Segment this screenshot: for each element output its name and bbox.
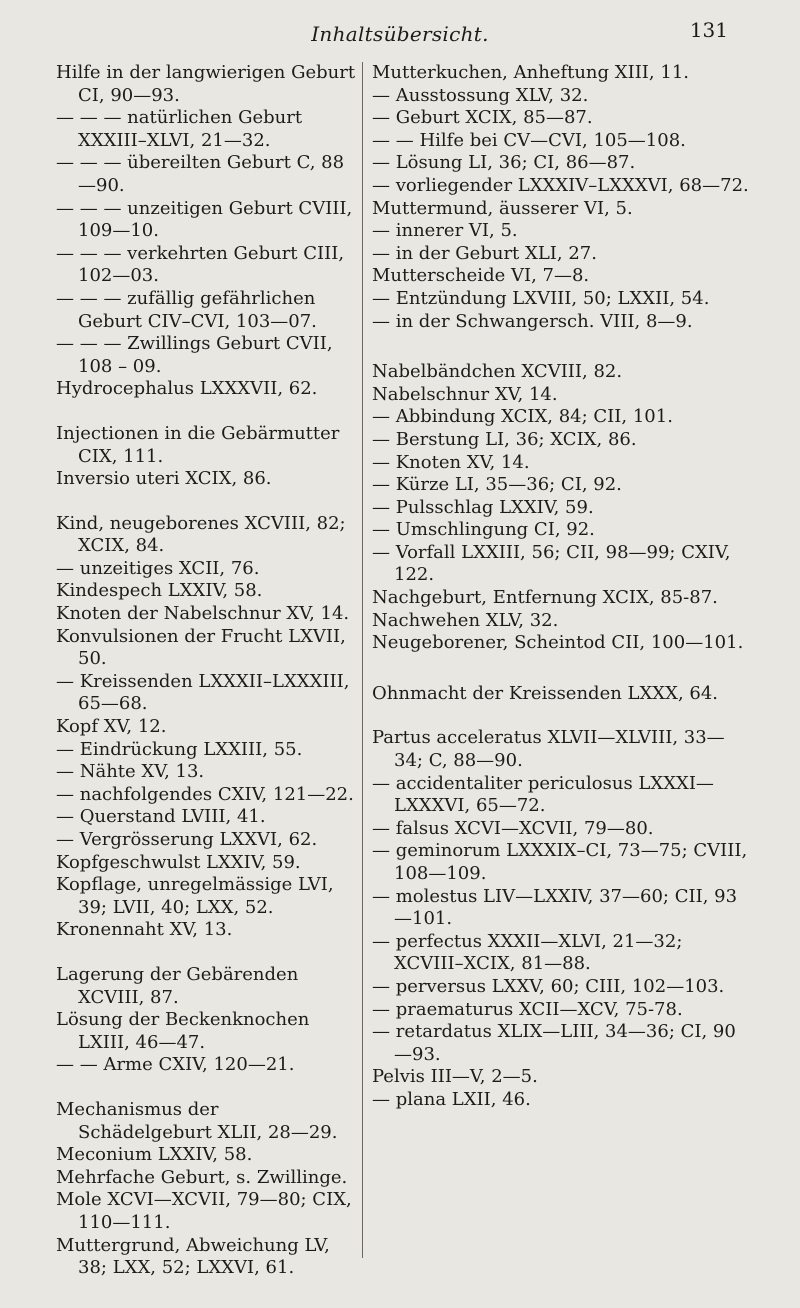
index-entry: — vorliegender LXXXIV–LXXXVI, 68—72.	[372, 174, 749, 196]
index-entry: Mutterscheide VI, 7—8.	[372, 265, 590, 287]
index-entry: — Lösung LI, 36; CI, 86—87.	[372, 152, 636, 174]
index-entry: Muttermund, äusserer VI, 5.	[372, 197, 633, 219]
index-entry: Hilfe in der langwierigen Geburt CI, 90—93.	[56, 62, 356, 106]
index-entry: — Entzündung LXVIII, 50; LXXII, 54.	[372, 287, 710, 309]
entry-spacer	[372, 705, 752, 727]
index-entry: Neugeborener, Scheintod CII, 100—101.	[372, 632, 744, 654]
entry-spacer	[56, 491, 356, 513]
index-entry: Partus acceleratus XLVII—XLVIII, 33—34; C, 88—90.	[372, 727, 725, 772]
entry-spacer	[56, 942, 356, 964]
index-entry: Knoten der Nabelschnur XV, 14.	[56, 603, 350, 625]
entry-spacer	[56, 401, 356, 423]
index-entry: — Geburt XCIX, 85—87.	[372, 107, 593, 129]
index-entry: Inversio uteri XCIX, 86.	[56, 468, 272, 490]
index-entry: — perversus LXXV, 60; CIII, 102—103.	[372, 975, 725, 997]
index-entry: — perfectus XXXII—XLVI, 21—32; XCVIII–XCIX, 81—88.	[372, 930, 683, 975]
index-entry: — retardatus XLIX—LIII, 34—36; CI, 90—93.	[372, 1021, 736, 1065]
index-entry: — innerer VI, 5.	[372, 220, 518, 242]
index-entry: Nabelbändchen XCVIII, 82.	[372, 361, 623, 383]
index-entry: Kindespech LXXIV, 58.	[56, 580, 263, 602]
index-entry: — Umschlingung CI, 92.	[372, 519, 595, 541]
entry-spacer	[372, 333, 752, 361]
index-entry: — Vergrösserung LXXVI, 62.	[56, 829, 318, 850]
index-entry: — Ausstossung XLV, 32.	[372, 84, 589, 106]
index-entry: — molestus LIV—LXXIV, 37—60; CII, 93—101.	[372, 885, 738, 930]
index-entry: Lagerung der Gebärenden XCVIII, 87.	[56, 963, 299, 1008]
index-entry: — Nähte XV, 13.	[56, 761, 205, 783]
index-entry: — unzeitiges XCII, 76.	[56, 557, 260, 579]
page-number: 131	[689, 18, 728, 42]
index-entry: — geminorum LXXXIX–CI, 73—75; CVIII, 108—109.	[372, 840, 748, 884]
index-entry: Hydrocephalus LXXXVII, 62.	[56, 378, 318, 400]
index-column-left	[56, 62, 356, 1280]
index-entry: Nabelschnur XV, 14.	[372, 383, 558, 405]
index-entry: Konvulsionen der Frucht LXVII, 50.	[56, 625, 346, 670]
index-entry: Meconium LXXIV, 58.	[56, 1144, 253, 1166]
index-entry: — praematurus XCII—XCV, 75-78.	[372, 998, 683, 1020]
index-entry: Pelvis III—V, 2—5.	[372, 1066, 538, 1088]
index-entry: Nachwehen XLV, 32.	[372, 609, 559, 631]
index-entry: — — — natürlichen Geburt XXXIII–XLVI, 21—32.	[56, 107, 303, 151]
index-entry: — Vorfall LXXIII, 56; CII, 98—99; CXIV, 122.	[372, 541, 731, 586]
index-entry: Injectionen in die Gebärmutter CIX, 111.	[56, 422, 340, 467]
entry-spacer	[56, 1077, 356, 1099]
index-entry: — — Hilfe bei CV—CVI, 105—108.	[372, 129, 686, 151]
index-entry: — Pulsschlag LXXIV, 59.	[372, 496, 594, 518]
index-entry: Kopf XV, 12.	[56, 716, 167, 738]
index-entry: — plana LXII, 46.	[372, 1088, 531, 1110]
index-entry: — Querstand LVIII, 41.	[56, 806, 266, 828]
index-entry: Mole XCVI—XCVII, 79—80; CIX, 110—111.	[56, 1189, 352, 1233]
index-entry: — Berstung LI, 36; XCIX, 86.	[372, 428, 637, 450]
index-entry: — — — verkehrten Geburt CIII, 102—03.	[56, 242, 345, 287]
index-entry: — falsus XCVI—XCVII, 79—80.	[372, 817, 654, 839]
index-entry: Kronennaht XV, 13.	[56, 919, 233, 941]
index-entry: Muttergrund, Abweichung LV, 38; LXX, 52; LXXVI, 61.	[56, 1234, 330, 1279]
index-entry: — Kürze LI, 35—36; CI, 92.	[372, 474, 622, 496]
index-entry: Kopflage, unregelmässige LVI, 39; LVII, 40; LXX, 52.	[56, 874, 334, 918]
index-entry: Mehrfache Geburt, s. Zwillinge.	[56, 1166, 348, 1188]
index-entry: — Kreissenden LXXXII–LXXXIII, 65—68.	[56, 670, 350, 715]
index-entry: Nachgeburt, Entfernung XCIX, 85-87.	[372, 587, 718, 609]
index-entry: — — — unzeitigen Geburt CVIII, 109—10.	[56, 197, 353, 242]
column-divider	[362, 62, 363, 1258]
index-entry: Kopfgeschwulst LXXIV, 59.	[56, 851, 301, 873]
index-entry: Kind, neugeborenes XCVIII, 82; XCIX, 84.	[56, 512, 346, 557]
index-entry: — in der Schwangersch. VIII, 8—9.	[372, 310, 693, 332]
running-title: Inhaltsübersicht.	[311, 22, 489, 46]
index-entry: Mutterkuchen, Anheftung XIII, 11.	[372, 62, 689, 83]
entry-spacer	[372, 655, 752, 683]
index-entry: — — — zufällig gefährlichen Geburt CIV–CVI, 103—07.	[56, 287, 317, 332]
index-entry: Mechanismus der Schädelgeburt XLII, 28—29.	[56, 1098, 338, 1143]
index-entry: — in der Geburt XLI, 27.	[372, 242, 597, 264]
index-entry: — — — übereilten Geburt C, 88 —90.	[56, 152, 345, 196]
index-entry: — accidentaliter periculosus LXXXI—LXXXVI, 65—72.	[372, 772, 714, 817]
index-entry: — — Arme CXIV, 120—21.	[56, 1054, 295, 1076]
index-entry: Ohnmacht der Kreissenden LXXX, 64.	[372, 682, 719, 704]
index-entry: — Abbindung XCIX, 84; CII, 101.	[372, 406, 673, 428]
index-entry: — Knoten XV, 14.	[372, 451, 530, 473]
index-entry: — — — Zwillings Geburt CVII, 108 – 09.	[56, 333, 333, 377]
index-entry: — nachfolgendes CXIV, 121—22.	[56, 783, 354, 805]
index-column-right	[372, 62, 752, 1112]
index-entry: Lösung der Beckenknochen LXIII, 46—47.	[56, 1009, 310, 1053]
index-entry: — Eindrückung LXXIII, 55.	[56, 738, 303, 760]
